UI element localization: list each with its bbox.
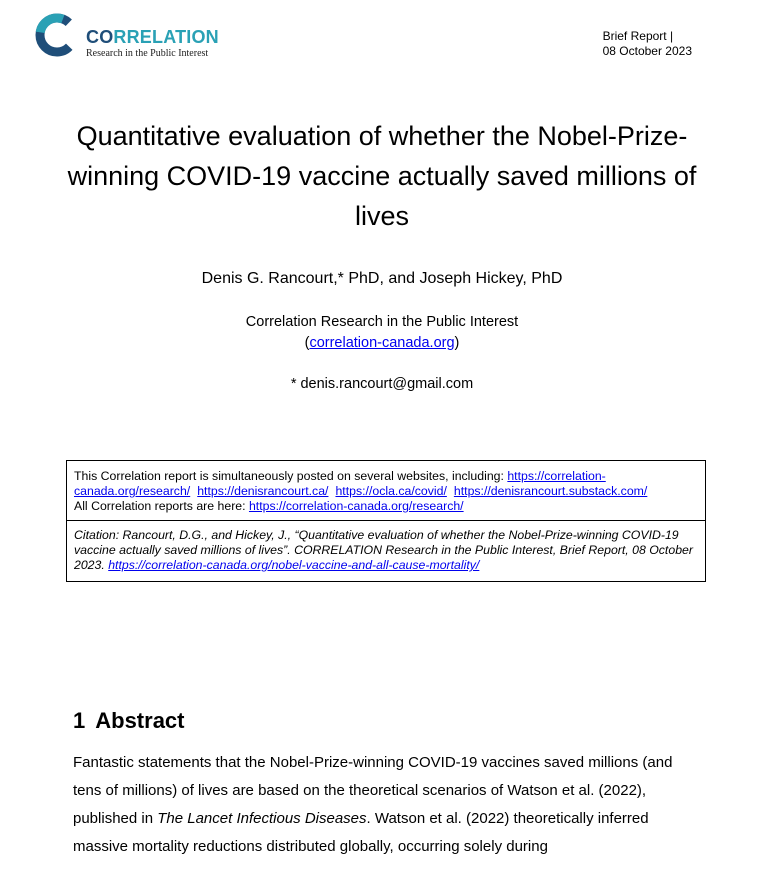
correlation-logo — [34, 12, 234, 62]
section-heading-abstract — [73, 708, 185, 734]
posting-notice — [67, 461, 705, 521]
affiliation — [0, 312, 764, 354]
abstract-paragraph: Fantastic statements that the Nobel-Prize-winning COVID-19 vaccines saved millions (and tens of millions) of lives are based on the theoretical scenarios of Watson et al. (2022), published in The Lancet Infectious Diseases. Watson et al. (2022) theoretically inferred massive mortality reductions distributed globally, occurring solely during — [73, 754, 673, 855]
corresponding-email: * denis.rancourt@gmail.com — [290, 376, 474, 392]
link-correlation-research[interactable]: https://correlation-canada.org/research/ — [74, 469, 606, 498]
affiliation-website: (correlation-canada.org) — [304, 335, 460, 351]
all-reports-line: All Correlation reports are here: https://correlation-canada.org/research/ — [74, 499, 464, 513]
author-line: Denis G. Rancourt,* PhD, and Joseph Hickey, PhD — [201, 270, 563, 287]
affiliation-link[interactable]: correlation-canada.org — [309, 335, 455, 351]
section-title: Abstract — [95, 708, 185, 733]
link-all-reports[interactable]: https://correlation-canada.org/research/ — [248, 499, 464, 513]
affiliation-org: Correlation Research in the Public Interest — [245, 314, 519, 330]
paper-title: Quantitative evaluation of whether the Nobel-Prize-winning COVID-19 vaccine actually saved millions of lives — [67, 121, 697, 231]
link-substack[interactable]: https://denisrancourt.substack.com/ — [453, 484, 648, 498]
section-number: 1 — [73, 708, 86, 733]
report-meta — [603, 29, 692, 59]
correlation-c-logo-icon — [34, 12, 80, 58]
notice-box — [66, 460, 706, 582]
link-denisrancourt[interactable]: https://denisrancourt.ca/ — [197, 484, 329, 498]
citation-notice — [67, 521, 705, 581]
logo-tagline: Research in the Public Interest — [86, 48, 209, 59]
journal-name: The Lancet Infectious Diseases — [157, 810, 367, 827]
logo-wordmark: CORRELATION — [86, 27, 219, 47]
link-citation[interactable]: https://correlation-canada.org/nobel-vaccine-and-all-cause-mortality/ — [108, 558, 480, 572]
report-type: Brief Report | — [602, 29, 674, 43]
link-ocla-covid[interactable]: https://ocla.ca/covid/ — [335, 484, 447, 498]
citation-text: Citation: Rancourt, D.G., and Hickey, J., “Quantitative evaluation of whether the Nobel-Prize-winning COVID-19 vaccine actually saved millions of lives”. CORRELATION Research in the Public Interest, Brief Report, 08 October 2023. — [74, 528, 693, 572]
posted-sites: This Correlation report is simultaneously posted on several websites, including: https://correlation-canada.org/research/ https://denisrancourt.ca/ https://ocla.ca/covid/ https://denisrancourt.substack.com/ — [74, 469, 648, 498]
report-date: 08 October 2023 — [602, 44, 692, 58]
